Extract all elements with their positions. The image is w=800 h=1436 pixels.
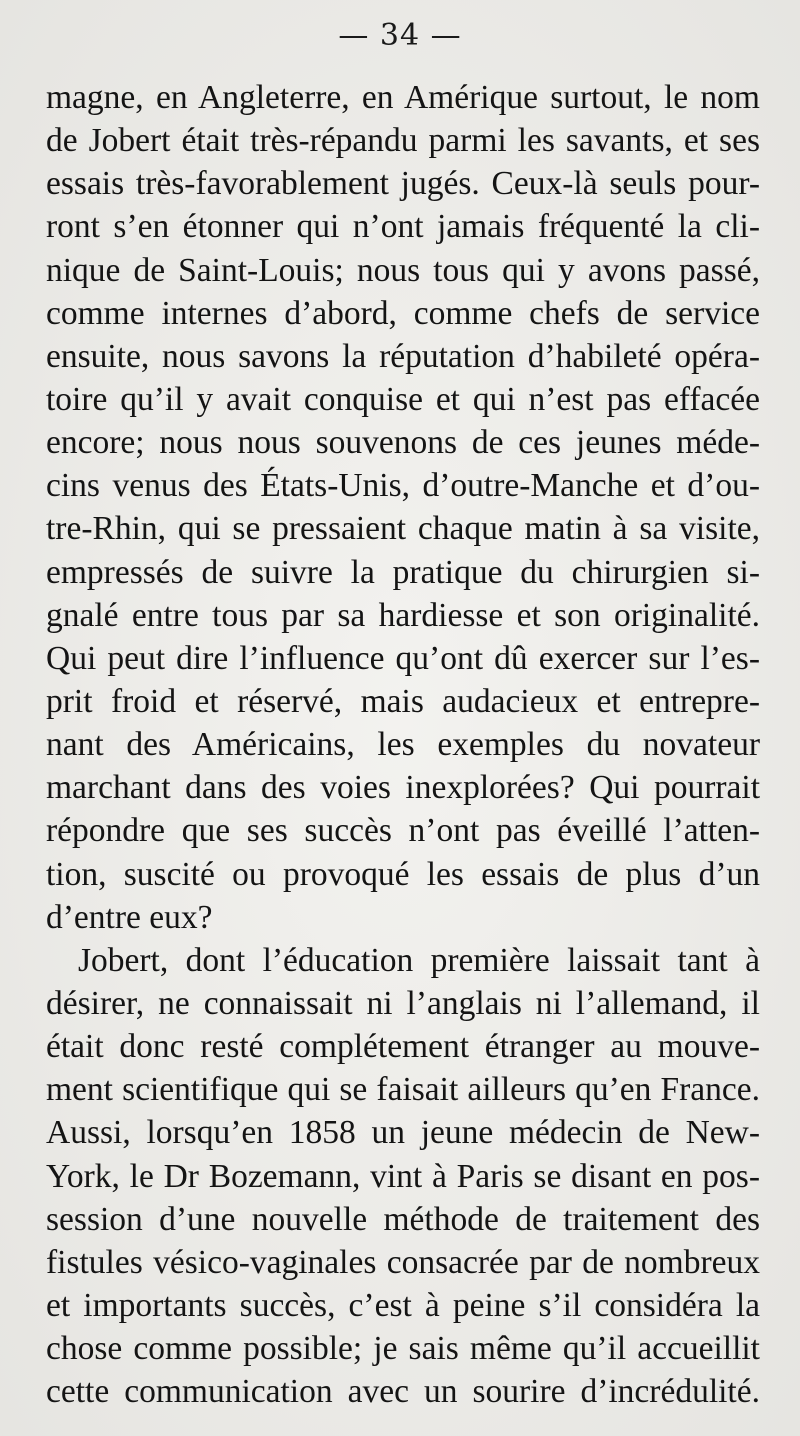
text-line: comme internes d’abord, comme chefs de service <box>46 294 760 332</box>
text-line: ensuite, nous savons la réputation d’habileté opéra- <box>46 337 760 375</box>
text-line: était donc resté complétement étranger au mouve- <box>46 1028 760 1066</box>
text-line: de Jobert était très-répandu parmi les savants, et ses <box>46 122 760 160</box>
text-line: gnalé entre tous par sa hardiesse et son originalité. <box>46 596 760 634</box>
text-line: cins venus des États-Unis, d’outre-Manche et d’ou- <box>46 467 760 505</box>
text-line: prit froid et réservé, mais audacieux et entrepre- <box>46 682 760 720</box>
text-line: essais très-favorablement jugés. Ceux-là seuls pour- <box>46 165 760 203</box>
text-line: toire qu’il y avait conquise et qui n’est pas effacée <box>46 380 760 418</box>
text-line: tre-Rhin, qui se pressaient chaque matin à sa visite, <box>46 510 760 548</box>
text-line: ront s’en étonner qui n’ont jamais fréquenté la cli- <box>46 208 760 246</box>
text-line: tion, suscité ou provoqué les essais de plus d’un <box>46 855 760 893</box>
text-line: Qui peut dire l’influence qu’ont dû exercer sur l’es- <box>46 639 760 677</box>
text-line: Jobert, dont l’éducation première laissait tant à <box>78 941 760 979</box>
text-line: marchant dans des voies inexplorées? Qui pourrait <box>46 769 760 807</box>
text-line: magne, en Angleterre, en Amérique surtout, le nom <box>46 79 760 116</box>
body-text <box>46 76 760 1413</box>
text-line: répondre que ses succès n’ont pas éveillé l’atten- <box>46 812 760 850</box>
text-line: désirer, ne connaissait ni l’anglais ni l’allemand, il <box>46 984 760 1022</box>
text-line: Aussi, lorsqu’en 1858 un jeune médecin de New- <box>46 1114 760 1152</box>
text-line: nant des Américains, les exemples du novateur <box>46 726 760 764</box>
text-line: cette communication avec un sourire d’incrédulité. <box>46 1373 760 1411</box>
text-line: York, le Dr Bozemann, vint à Paris se disant en pos- <box>46 1157 760 1195</box>
text-line: nique de Saint-Louis; nous tous qui y avons passé, <box>46 251 760 289</box>
text-line: chose comme possible; je sais même qu’il accueillit <box>46 1330 760 1368</box>
paragraph-1 <box>46 76 760 939</box>
text-line: session d’une nouvelle méthode de traitement des <box>46 1200 760 1238</box>
text-line: empressés de suivre la pratique du chirurgien si- <box>46 553 760 591</box>
page-number: — 34 — <box>338 18 462 53</box>
paragraph-2 <box>46 939 760 1414</box>
text-line: fistules vésico-vaginales consacrée par de nombreux <box>46 1243 760 1281</box>
text-line: encore; nous nous souvenons de ces jeunes méde- <box>46 424 760 462</box>
text-line: ment scientifique qui se faisait ailleurs qu’en France. <box>46 1071 760 1109</box>
text-line: et importants succès, c’est à peine s’il considéra la <box>46 1286 760 1324</box>
text-line: d’entre eux? <box>46 898 213 936</box>
